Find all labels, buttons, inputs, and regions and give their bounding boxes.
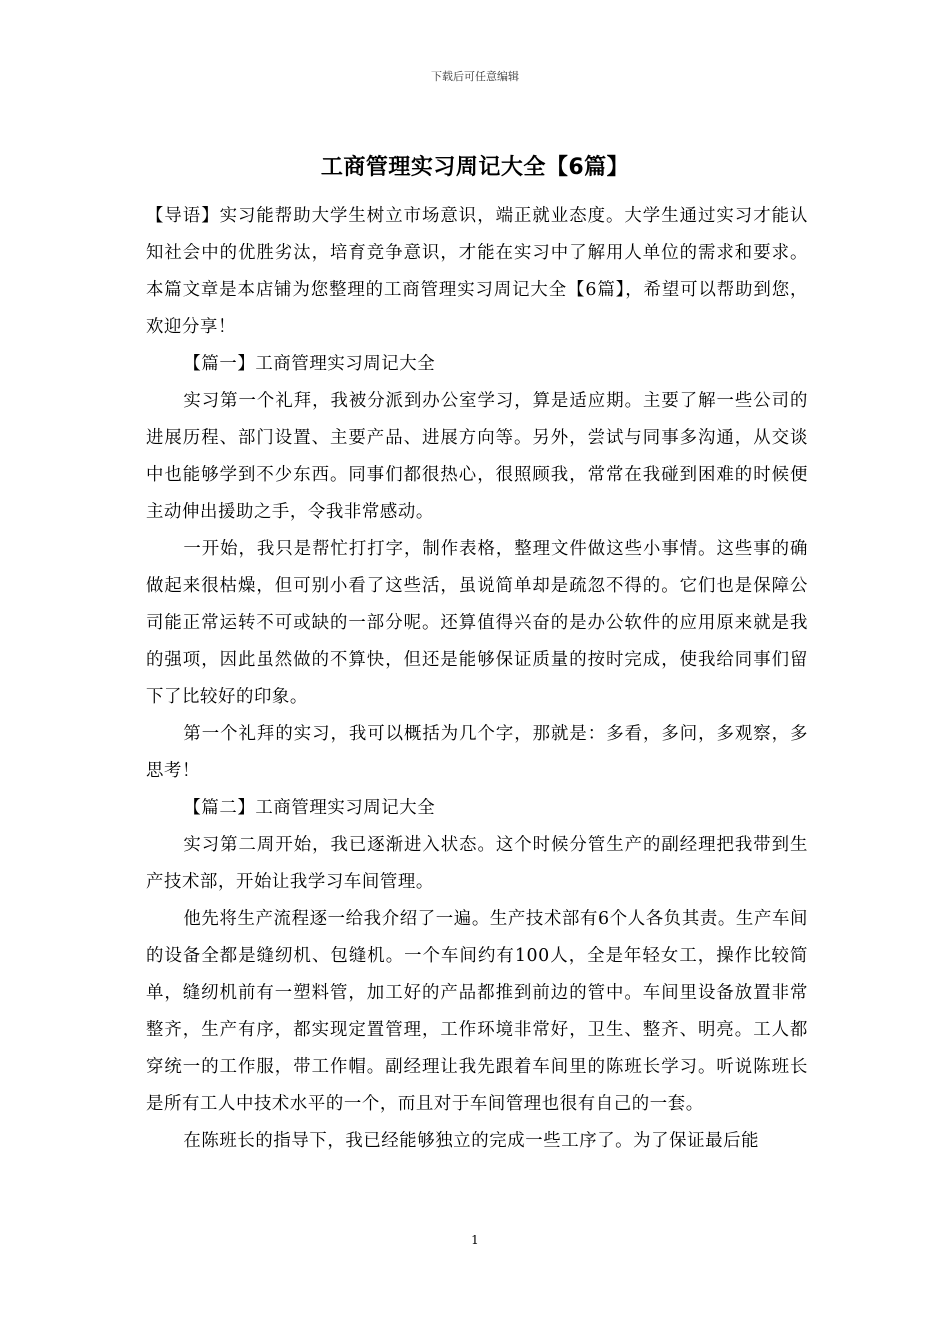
document-body bbox=[146, 198, 808, 1160]
header-note: 下载后可任意编辑 bbox=[431, 70, 519, 83]
body-paragraph: 第一个礼拜的实习，我可以概括为几个字，那就是：多看，多问，多观察，多思考！ bbox=[146, 724, 808, 781]
body-paragraph: 实习第一个礼拜，我被分派到办公室学习，算是适应期。主要了解一些公司的进展历程、部门设置、主要产品、进展方向等。另外，尝试与同事多沟通，从交谈中也能够学到不少东西。同事们都很热心，很照顾我，常常在我碰到困难的时候便主动伸出援助之手，令我非常感动。 bbox=[146, 391, 808, 522]
body-paragraph: 一开始，我只是帮忙打打字，制作表格，整理文件做这些小事情。这些事的确做起来很枯燥，但可别小看了这些活，虽说简单却是疏忽不得的。它们也是保障公司能正常运转不可或缺的一部分呢。还算值得兴奋的是办公软件的应用原来就是我的强项，因此虽然做的不算快，但还是能够保证质量的按时完成，使我给同事们留下了比较好的印象。 bbox=[146, 539, 808, 707]
document-title: 工商管理实习周记大全【6篇】 bbox=[320, 155, 630, 180]
body-paragraph: 在陈班长的指导下，我已经能够独立的完成一些工序了。为了保证最后能 bbox=[183, 1131, 760, 1151]
body-paragraph: 实习第二周开始，我已逐渐进入状态。这个时候分管生产的副经理把我带到生产技术部，开始让我学习车间管理。 bbox=[146, 835, 808, 892]
intro-paragraph: 【导语】实习能帮助大学生树立市场意识，端正就业态度。大学生通过实习才能认知社会中的优胜劣汰，培育竞争意识，才能在实习中了解用人单位的需求和要求。本篇文章是本店铺为您整理的工商管理实习周记大全【6篇】，希望可以帮助到您，欢迎分享！ bbox=[146, 206, 808, 337]
page-number: 1 bbox=[471, 1233, 479, 1247]
section-heading-2: 【篇二】工商管理实习周记大全 bbox=[183, 798, 436, 818]
body-paragraph: 他先将生产流程逐一给我介绍了一遍。生产技术部有6个人各负其责。生产车间的设备全都是缝纫机、包缝机。一个车间约有100人，全是年轻女工，操作比较简单，缝纫机前有一塑料管，加工好的产品都推到前边的管中。车间里设备放置非常整齐，生产有序，都实现定置管理，工作环境非常好，卫生、整齐、明亮。工人都穿统一的工作服，带工作帽。副经理让我先跟着车间里的陈班长学习。听说陈班长是所有工人中技术水平的一个，而且对于车间管理也很有自己的一套。 bbox=[146, 909, 808, 1114]
section-heading-1: 【篇一】工商管理实习周记大全 bbox=[183, 354, 436, 374]
